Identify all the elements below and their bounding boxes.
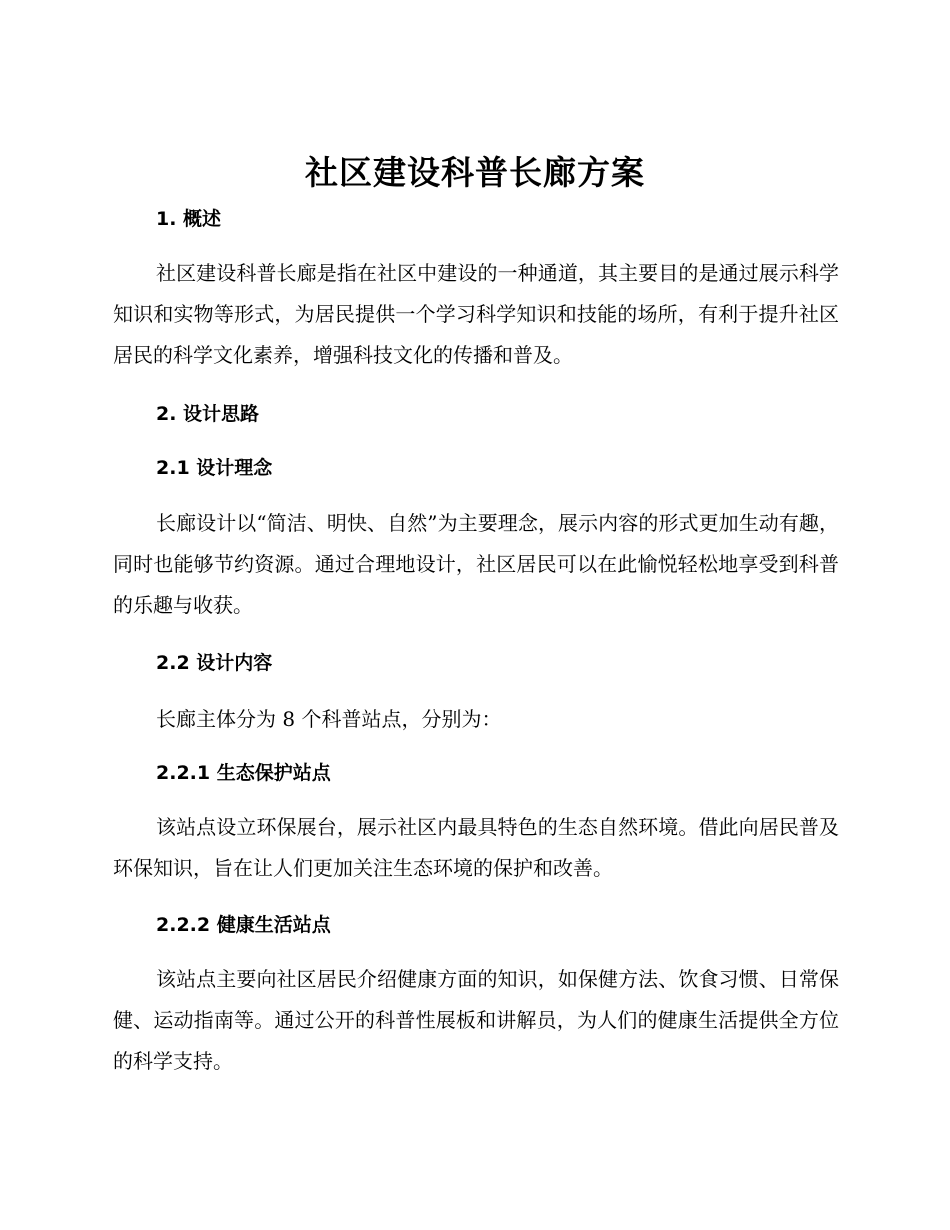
paragraph-eco-station: 该站点设立环保展台，展示社区内最具特色的生态自然环境。借此向居民普及环保知识，旨在让人们更加关注生态环境的保护和改善。 [113, 815, 839, 880]
section-heading-design-concept: 2.1 设计理念 [156, 457, 273, 479]
paragraph-design-concept: 长廊设计以“简洁、明快、自然”为主要理念，展示内容的形式更加生动有趣，同时也能够节约资源。通过合理地设计，社区居民可以在此愉悦轻松地享受到科普的乐趣与收获。 [113, 511, 839, 617]
paragraph-health-station: 该站点主要向社区居民介绍健康方面的知识，如保健方法、饮食习惯、日常保健、运动指南等。通过公开的科普性展板和讲解员，为人们的健康生活提供全方位的科学支持。 [113, 967, 839, 1073]
paragraph-design-content: 长廊主体分为 8 个科普站点，分别为： [156, 707, 502, 731]
section-heading-eco-station: 2.2.1 生态保护站点 [156, 762, 331, 784]
paragraph-overview: 社区建设科普长廊是指在社区中建设的一种通道，其主要目的是通过展示科学知识和实物等形式，为居民提供一个学习科学知识和技能的场所，有利于提升社区居民的科学文化素养，增强科技文化的传播和普及。 [113, 261, 839, 367]
section-heading-health-station: 2.2.2 健康生活站点 [156, 914, 331, 936]
section-heading-design-content: 2.2 设计内容 [156, 652, 273, 674]
section-heading-overview: 1. 概述 [156, 208, 222, 230]
section-heading-design-idea: 2. 设计思路 [156, 403, 260, 425]
document-title: 社区建设科普长廊方案 [305, 153, 645, 192]
